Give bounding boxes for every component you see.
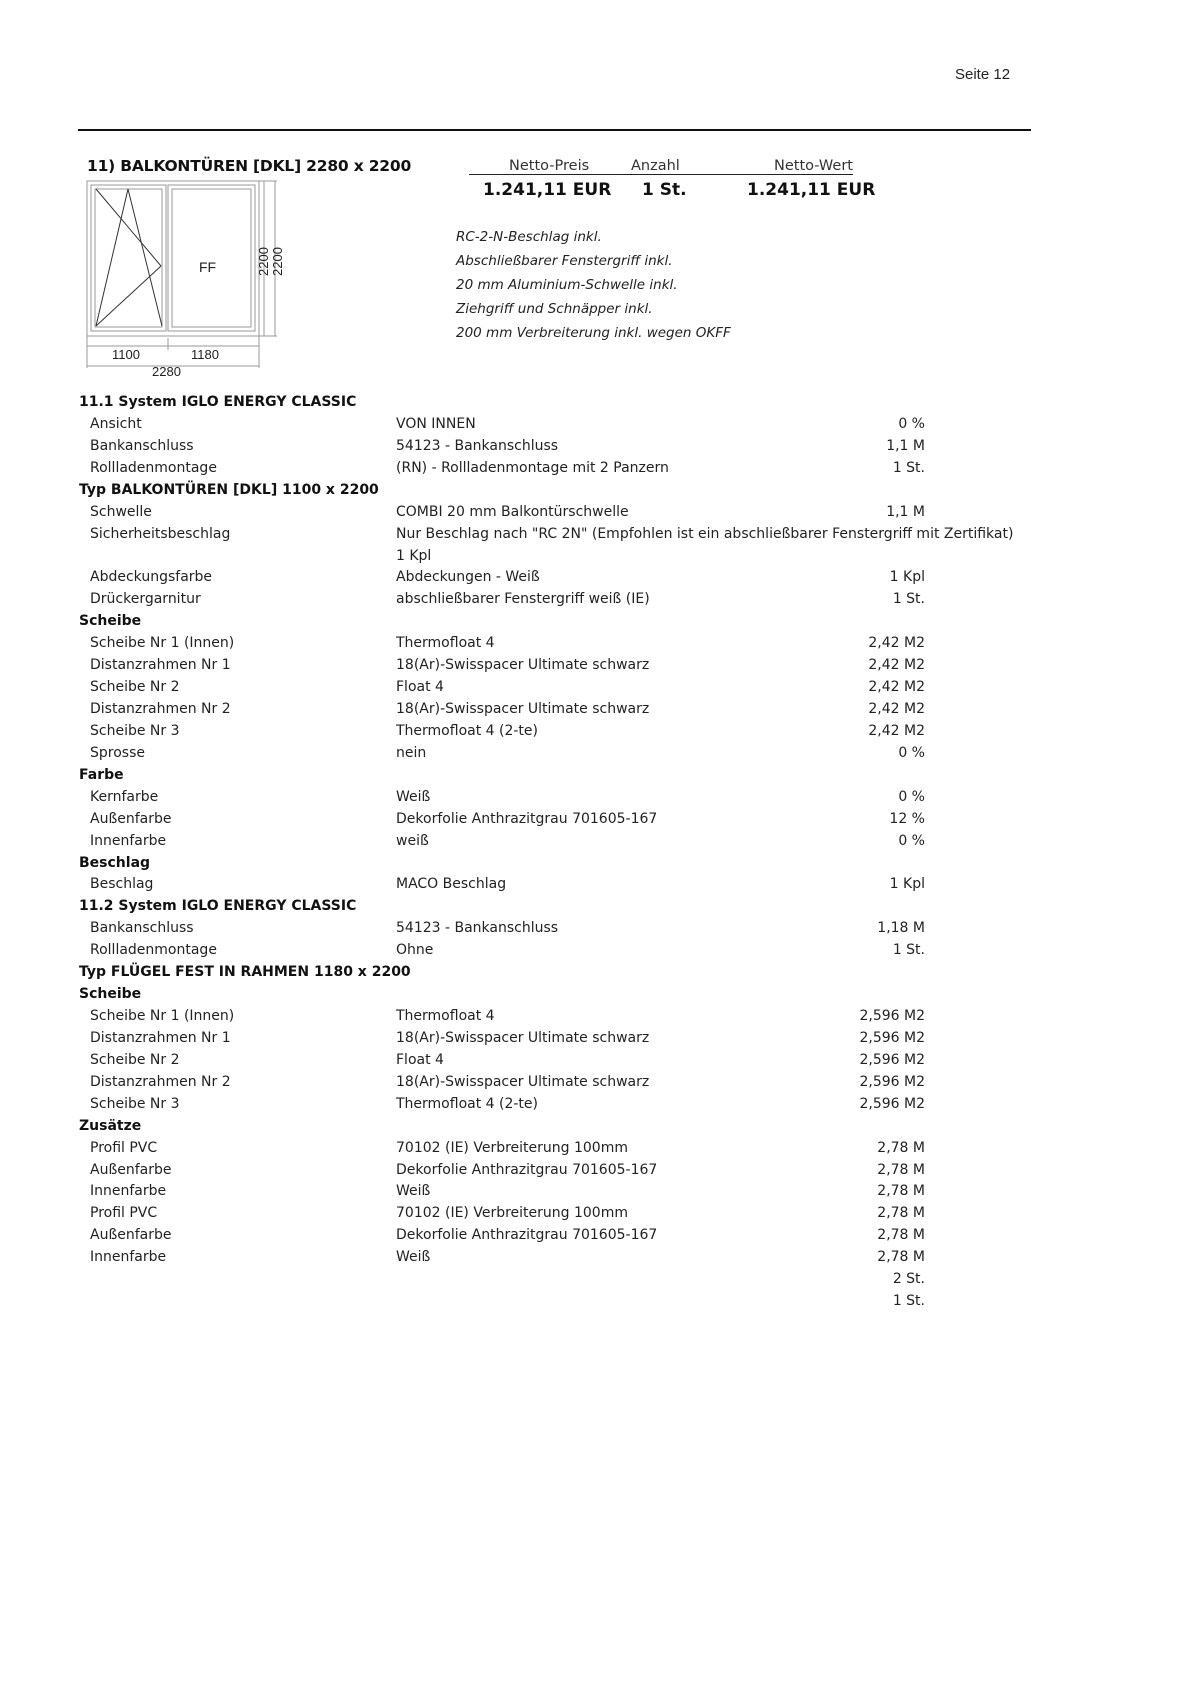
section-heading-row (0, 394, 1202, 416)
spec-row (0, 723, 1202, 745)
spec-label: Rollladenmontage (90, 459, 217, 476)
spec-value: Abdeckungen - Weiß (396, 569, 540, 586)
spec-label: Beschlag (90, 876, 154, 893)
spec-value: Thermofloat 4 (396, 1008, 495, 1025)
width-total-dim: 2280 (152, 364, 181, 379)
spec-quantity: 0 % (898, 832, 925, 849)
spec-label: Scheibe Nr 2 (90, 679, 180, 696)
section-heading: 11.2 System IGLO ENERGY CLASSIC (79, 898, 357, 915)
spec-value: Dekorfolie Anthrazitgrau 701605-167 (396, 810, 658, 827)
spec-value: 70102 (IE) Verbreiterung 100mm (396, 1205, 628, 1222)
spec-quantity: 2,596 M2 (859, 1095, 925, 1112)
spec-quantity: 0 % (898, 788, 925, 805)
section-heading: Typ BALKONTÜREN [DKL] 1100 x 2200 (79, 481, 379, 498)
spec-row (0, 920, 1202, 942)
spec-quantity: 2,78 M (877, 1227, 925, 1244)
spec-row (0, 745, 1202, 767)
spec-quantity: 2,78 M (877, 1205, 925, 1222)
spec-quantity: 2,42 M2 (868, 722, 925, 739)
spec-value: Thermofloat 4 (396, 635, 495, 652)
spec-quantity: 2,78 M (877, 1183, 925, 1200)
spec-value: Ohne (396, 942, 434, 959)
spec-quantity: 1 St. (892, 942, 925, 959)
section-heading: Scheibe (79, 986, 142, 1003)
spec-value: Thermofloat 4 (2-te) (396, 722, 538, 739)
spec-label: Rollladenmontage (90, 942, 217, 959)
price-header-underline (469, 174, 853, 175)
spec-quantity: 2,42 M2 (868, 679, 925, 696)
spec-label: Profil PVC (90, 1139, 158, 1156)
spec-label: Profil PVC (90, 1205, 158, 1222)
spec-label: Bankanschluss (90, 920, 194, 937)
spec-value: abschließbarer Fenstergriff weiß (IE) (396, 591, 650, 608)
section-heading-row (0, 613, 1202, 635)
spec-quantity: 1,1 M (886, 437, 925, 454)
spec-value: MACO Beschlag (396, 876, 507, 893)
spec-row (0, 1008, 1202, 1030)
note-line: 20 mm Aluminium-Schwelle inkl. (456, 277, 678, 293)
spec-quantity: 1 St. (892, 459, 925, 476)
spec-value: 18(Ar)-Swisspacer Ultimate schwarz (396, 1029, 650, 1046)
spec-value: 70102 (IE) Verbreiterung 100mm (396, 1139, 628, 1156)
spec-label: Kernfarbe (90, 788, 159, 805)
page-number: Seite 12 (955, 66, 1011, 83)
spec-value: Dekorfolie Anthrazitgrau 701605-167 (396, 1161, 658, 1178)
spec-quantity: 2,596 M2 (859, 1008, 925, 1025)
spec-row (0, 1140, 1202, 1162)
section-heading-row (0, 855, 1202, 877)
section-heading-row (0, 986, 1202, 1008)
spec-row (0, 876, 1202, 898)
spec-quantity: 1,18 M (877, 920, 925, 937)
spec-label: Scheibe Nr 2 (90, 1051, 180, 1068)
spec-label: Außenfarbe (90, 1161, 172, 1178)
spec-row (0, 548, 1202, 570)
spec-row (0, 701, 1202, 723)
spec-row (0, 679, 1202, 701)
spec-label: Distanzrahmen Nr 2 (90, 701, 231, 718)
note-line: RC-2-N-Beschlag inkl. (456, 229, 602, 245)
spec-row (0, 1052, 1202, 1074)
spec-row (0, 789, 1202, 811)
spec-quantity: 1 St. (892, 1293, 925, 1310)
spec-row (0, 1249, 1202, 1271)
spec-quantity: 0 % (898, 415, 925, 432)
spec-value: nein (396, 744, 427, 761)
spec-value: Nur Beschlag nach "RC 2N" (Empfohlen ist ein abschließbarer Fenstergriff mit Zertifikat) (396, 525, 1014, 542)
spec-label: Außenfarbe (90, 1227, 172, 1244)
spec-value: COMBI 20 mm Balkontürschwelle (396, 503, 629, 520)
left-sash-inner (95, 189, 162, 327)
spec-quantity: 1 Kpl (889, 876, 925, 893)
window-drawing (84, 178, 304, 387)
note-line: Abschließbarer Fenstergriff inkl. (456, 253, 673, 269)
spec-quantity: 1,1 M (886, 503, 925, 520)
note-line: Ziehgriff und Schnäpper inkl. (456, 301, 653, 317)
spec-row (0, 460, 1202, 482)
net-value-header: Netto-Wert (774, 158, 853, 174)
spec-row (0, 657, 1202, 679)
spec-quantity: 2,42 M2 (868, 701, 925, 718)
spec-label: Scheibe Nr 3 (90, 722, 180, 739)
section-heading: Farbe (79, 766, 124, 783)
net-value-value: 1.241,11 EUR (747, 180, 876, 200)
spec-value: weiß (396, 832, 429, 849)
spec-label: Distanzrahmen Nr 1 (90, 657, 231, 674)
outer-frame (87, 181, 259, 336)
spec-quantity: 2,596 M2 (859, 1029, 925, 1046)
height-dim-2: 2200 (270, 247, 285, 276)
spec-value: Dekorfolie Anthrazitgrau 701605-167 (396, 1227, 658, 1244)
spec-row (0, 569, 1202, 591)
spec-row (0, 1183, 1202, 1205)
spec-row (0, 833, 1202, 855)
section-heading-row (0, 767, 1202, 789)
spec-label: Distanzrahmen Nr 1 (90, 1029, 231, 1046)
spec-quantity: 2 St. (892, 1271, 925, 1288)
spec-row (0, 1227, 1202, 1249)
spec-row (0, 1205, 1202, 1227)
spec-row (0, 1271, 1202, 1293)
spec-value: 18(Ar)-Swisspacer Ultimate schwarz (396, 657, 650, 674)
section-heading-row (0, 964, 1202, 986)
fixed-pane-label: FF (199, 259, 217, 275)
spec-quantity: 2,78 M (877, 1161, 925, 1178)
spec-quantity: 2,78 M (877, 1139, 925, 1156)
spec-quantity: 12 % (889, 810, 925, 827)
spec-label: Scheibe Nr 1 (Innen) (90, 1008, 235, 1025)
spec-label: Abdeckungsfarbe (90, 569, 213, 586)
spec-label: Schwelle (90, 503, 152, 520)
section-heading-row (0, 482, 1202, 504)
spec-row (0, 504, 1202, 526)
width-right-dim: 1180 (191, 347, 219, 362)
spec-quantity: 2,596 M2 (859, 1073, 925, 1090)
spec-label: Distanzrahmen Nr 2 (90, 1073, 231, 1090)
spec-quantity: 0 % (898, 744, 925, 761)
spec-row (0, 1162, 1202, 1184)
spec-row (0, 1096, 1202, 1118)
section-heading: Beschlag (79, 854, 151, 871)
net-price-header: Netto-Preis (509, 158, 590, 174)
spec-label: Drückergarnitur (90, 591, 201, 608)
spec-quantity: 2,42 M2 (868, 657, 925, 674)
spec-value: 54123 - Bankanschluss (396, 920, 559, 937)
spec-label: Scheibe Nr 1 (Innen) (90, 635, 235, 652)
spec-quantity: 2,42 M2 (868, 635, 925, 652)
spec-label: Sicherheitsbeschlag (90, 525, 231, 542)
spec-label: Innenfarbe (90, 1183, 167, 1200)
quantity-header: Anzahl (631, 158, 680, 174)
spec-value: 18(Ar)-Swisspacer Ultimate schwarz (396, 701, 650, 718)
spec-value: 18(Ar)-Swisspacer Ultimate schwarz (396, 1073, 650, 1090)
spec-quantity: 1 Kpl (889, 569, 925, 586)
right-pane-inner (172, 189, 251, 327)
spec-label: Scheibe Nr 3 (90, 1095, 180, 1112)
net-price-value: 1.241,11 EUR (483, 180, 612, 200)
spec-row (0, 1030, 1202, 1052)
spec-value: Weiß (396, 1183, 431, 1200)
spec-quantity: 1 St. (892, 591, 925, 608)
section-heading: Typ FLÜGEL FEST IN RAHMEN 1180 x 2200 (79, 964, 411, 981)
spec-quantity: 2,78 M (877, 1249, 925, 1266)
tilt-line-right (128, 189, 162, 326)
spec-label: Innenfarbe (90, 832, 167, 849)
spec-value: 1 Kpl (396, 547, 432, 564)
turn-line-bottom (96, 266, 161, 326)
tilt-line-left (96, 189, 128, 326)
turn-line-top (96, 189, 161, 266)
spec-row (0, 438, 1202, 460)
spec-label: Sprosse (90, 744, 145, 761)
spec-value: Float 4 (396, 1051, 444, 1068)
spec-label: Außenfarbe (90, 810, 172, 827)
spec-row (0, 635, 1202, 657)
spec-row (0, 591, 1202, 613)
section-heading-row (0, 1118, 1202, 1140)
note-line: 200 mm Verbreiterung inkl. wegen OKFF (456, 325, 731, 341)
spec-label: Innenfarbe (90, 1249, 167, 1266)
spec-value: Weiß (396, 1249, 431, 1266)
spec-quantity: 2,596 M2 (859, 1051, 925, 1068)
spec-value: 54123 - Bankanschluss (396, 437, 559, 454)
spec-row (0, 416, 1202, 438)
spec-value: Weiß (396, 788, 431, 805)
section-heading: Scheibe (79, 613, 142, 630)
right-pane-outer (168, 185, 255, 331)
spec-label: Bankanschluss (90, 437, 194, 454)
spec-row (0, 526, 1202, 548)
spec-row (0, 811, 1202, 833)
spec-value: Thermofloat 4 (2-te) (396, 1095, 538, 1112)
spec-row (0, 1074, 1202, 1096)
section-heading: Zusätze (79, 1117, 142, 1134)
width-left-dim: 1100 (112, 347, 140, 362)
spec-row (0, 942, 1202, 964)
section-heading: 11.1 System IGLO ENERGY CLASSIC (79, 394, 357, 410)
section-heading-row (0, 898, 1202, 920)
spec-value: VON INNEN (396, 415, 476, 432)
header-divider (78, 129, 1031, 131)
position-title: 11) BALKONTÜREN [DKL] 2280 x 2200 (87, 157, 412, 175)
height-dim-1: 2200 (256, 247, 271, 276)
spec-label: Ansicht (90, 415, 142, 432)
spec-value: Float 4 (396, 679, 444, 696)
quantity-value: 1 St. (642, 180, 687, 200)
spec-value: (RN) - Rollladenmontage mit 2 Panzern (396, 459, 669, 476)
spec-row (0, 1293, 1202, 1315)
